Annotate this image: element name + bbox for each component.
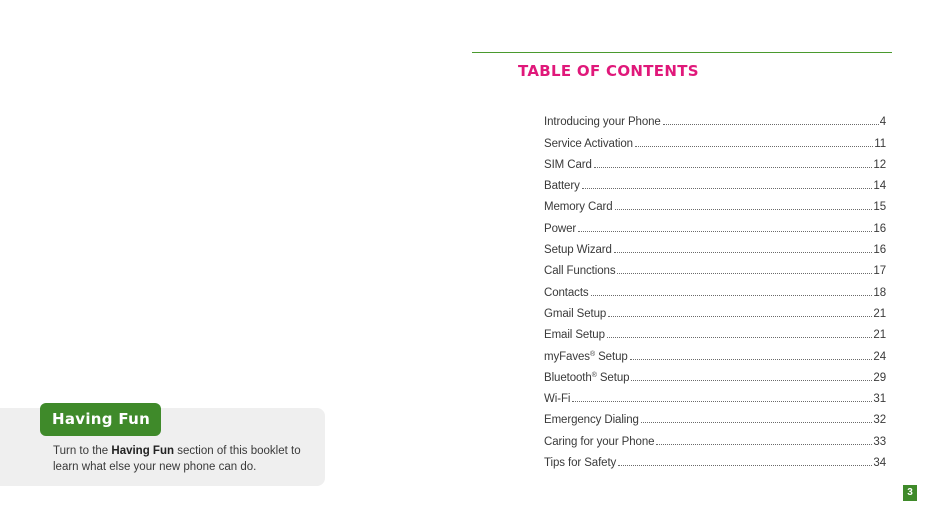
toc-entry[interactable] <box>544 171 886 192</box>
toc-entry-label: Emergency Dialing <box>544 414 639 427</box>
toc-entry[interactable] <box>544 277 886 298</box>
toc-entry-page: 11 <box>874 137 886 150</box>
toc-entry-page: 12 <box>873 158 886 171</box>
toc-entry-page: 14 <box>873 180 886 193</box>
dot-leader <box>608 316 872 317</box>
dot-leader <box>582 188 873 189</box>
header-rule <box>472 52 892 53</box>
toc-entry-label: Introducing your Phone <box>544 116 661 129</box>
callout-text-after: section of this booklet to learn what else your new phone can do. <box>53 445 301 473</box>
toc-entry[interactable] <box>544 405 886 426</box>
dot-leader <box>656 444 872 445</box>
toc-entry-label: SIM Card <box>544 158 592 171</box>
registered-mark: ® <box>591 371 597 379</box>
toc-entry-label: Battery <box>544 180 580 193</box>
toc-entry-page: 4 <box>879 116 886 129</box>
dot-leader <box>631 380 872 381</box>
toc-entry-page: 33 <box>873 435 886 448</box>
dot-leader <box>618 465 872 466</box>
dot-leader <box>591 295 873 296</box>
toc-entry-page: 34 <box>873 457 886 470</box>
toc-title: TABLE OF CONTENTS <box>518 62 699 80</box>
toc-entry-label: Memory Card <box>544 201 613 214</box>
toc-entry[interactable] <box>544 320 886 341</box>
dot-leader <box>614 252 873 253</box>
toc-entry-page: 29 <box>873 371 886 384</box>
dot-leader <box>635 146 873 147</box>
dot-leader <box>663 124 879 125</box>
toc-entry-page: 31 <box>873 393 886 406</box>
toc-entry[interactable] <box>544 192 886 213</box>
dot-leader <box>630 359 873 360</box>
dot-leader <box>607 337 873 338</box>
toc-entry-page: 16 <box>873 222 886 235</box>
having-fun-text <box>53 443 318 475</box>
toc-entry[interactable] <box>544 150 886 171</box>
toc-list <box>544 107 886 469</box>
callout-text-before: Turn to the <box>53 445 112 457</box>
toc-entry-label: Service Activation <box>544 137 633 150</box>
toc-entry-label: myFaves® Setup <box>544 350 628 363</box>
toc-entry[interactable] <box>544 299 886 320</box>
toc-entry-label: Bluetooth® Setup <box>544 371 630 384</box>
toc-entry[interactable] <box>544 341 886 362</box>
toc-entry[interactable] <box>544 363 886 384</box>
toc-entry[interactable] <box>544 426 886 447</box>
toc-entry-page: 21 <box>873 329 886 342</box>
page-number: 3 <box>903 485 917 501</box>
toc-entry[interactable] <box>544 128 886 149</box>
toc-entry-page: 15 <box>873 201 886 214</box>
toc-entry-label: Power <box>544 222 577 235</box>
toc-entry[interactable] <box>544 235 886 256</box>
toc-entry-page: 32 <box>873 414 886 427</box>
toc-entry-page: 16 <box>873 244 886 257</box>
registered-mark: ® <box>589 350 596 358</box>
callout-text-bold: Having Fun <box>111 445 175 457</box>
toc-entry-label: Call Functions <box>544 265 616 278</box>
dot-leader <box>617 273 872 274</box>
toc-entry[interactable] <box>544 107 886 128</box>
dot-leader <box>572 401 872 402</box>
toc-entry-page: 17 <box>873 265 886 278</box>
dot-leader <box>578 231 872 232</box>
toc-entry-page: 21 <box>873 307 886 320</box>
toc-entry[interactable] <box>544 256 886 277</box>
toc-entry[interactable] <box>544 384 886 405</box>
dot-leader <box>594 167 873 168</box>
toc-entry-label: Contacts <box>544 286 589 299</box>
toc-entry[interactable] <box>544 448 886 469</box>
toc-entry-label: Gmail Setup <box>544 307 607 320</box>
toc-entry-label: Tips for Safety <box>544 457 617 470</box>
toc-entry-label: Setup Wizard <box>544 244 612 257</box>
toc-entry-page: 18 <box>873 286 886 299</box>
toc-entry-label: Caring for your Phone <box>544 435 655 448</box>
toc-entry-page: 24 <box>873 350 886 363</box>
dot-leader <box>641 422 873 423</box>
having-fun-heading: Having Fun <box>40 403 161 436</box>
toc-entry-label: Email Setup <box>544 329 605 342</box>
toc-entry-label: Wi-Fi <box>544 393 571 406</box>
dot-leader <box>615 209 873 210</box>
toc-entry[interactable] <box>544 213 886 234</box>
